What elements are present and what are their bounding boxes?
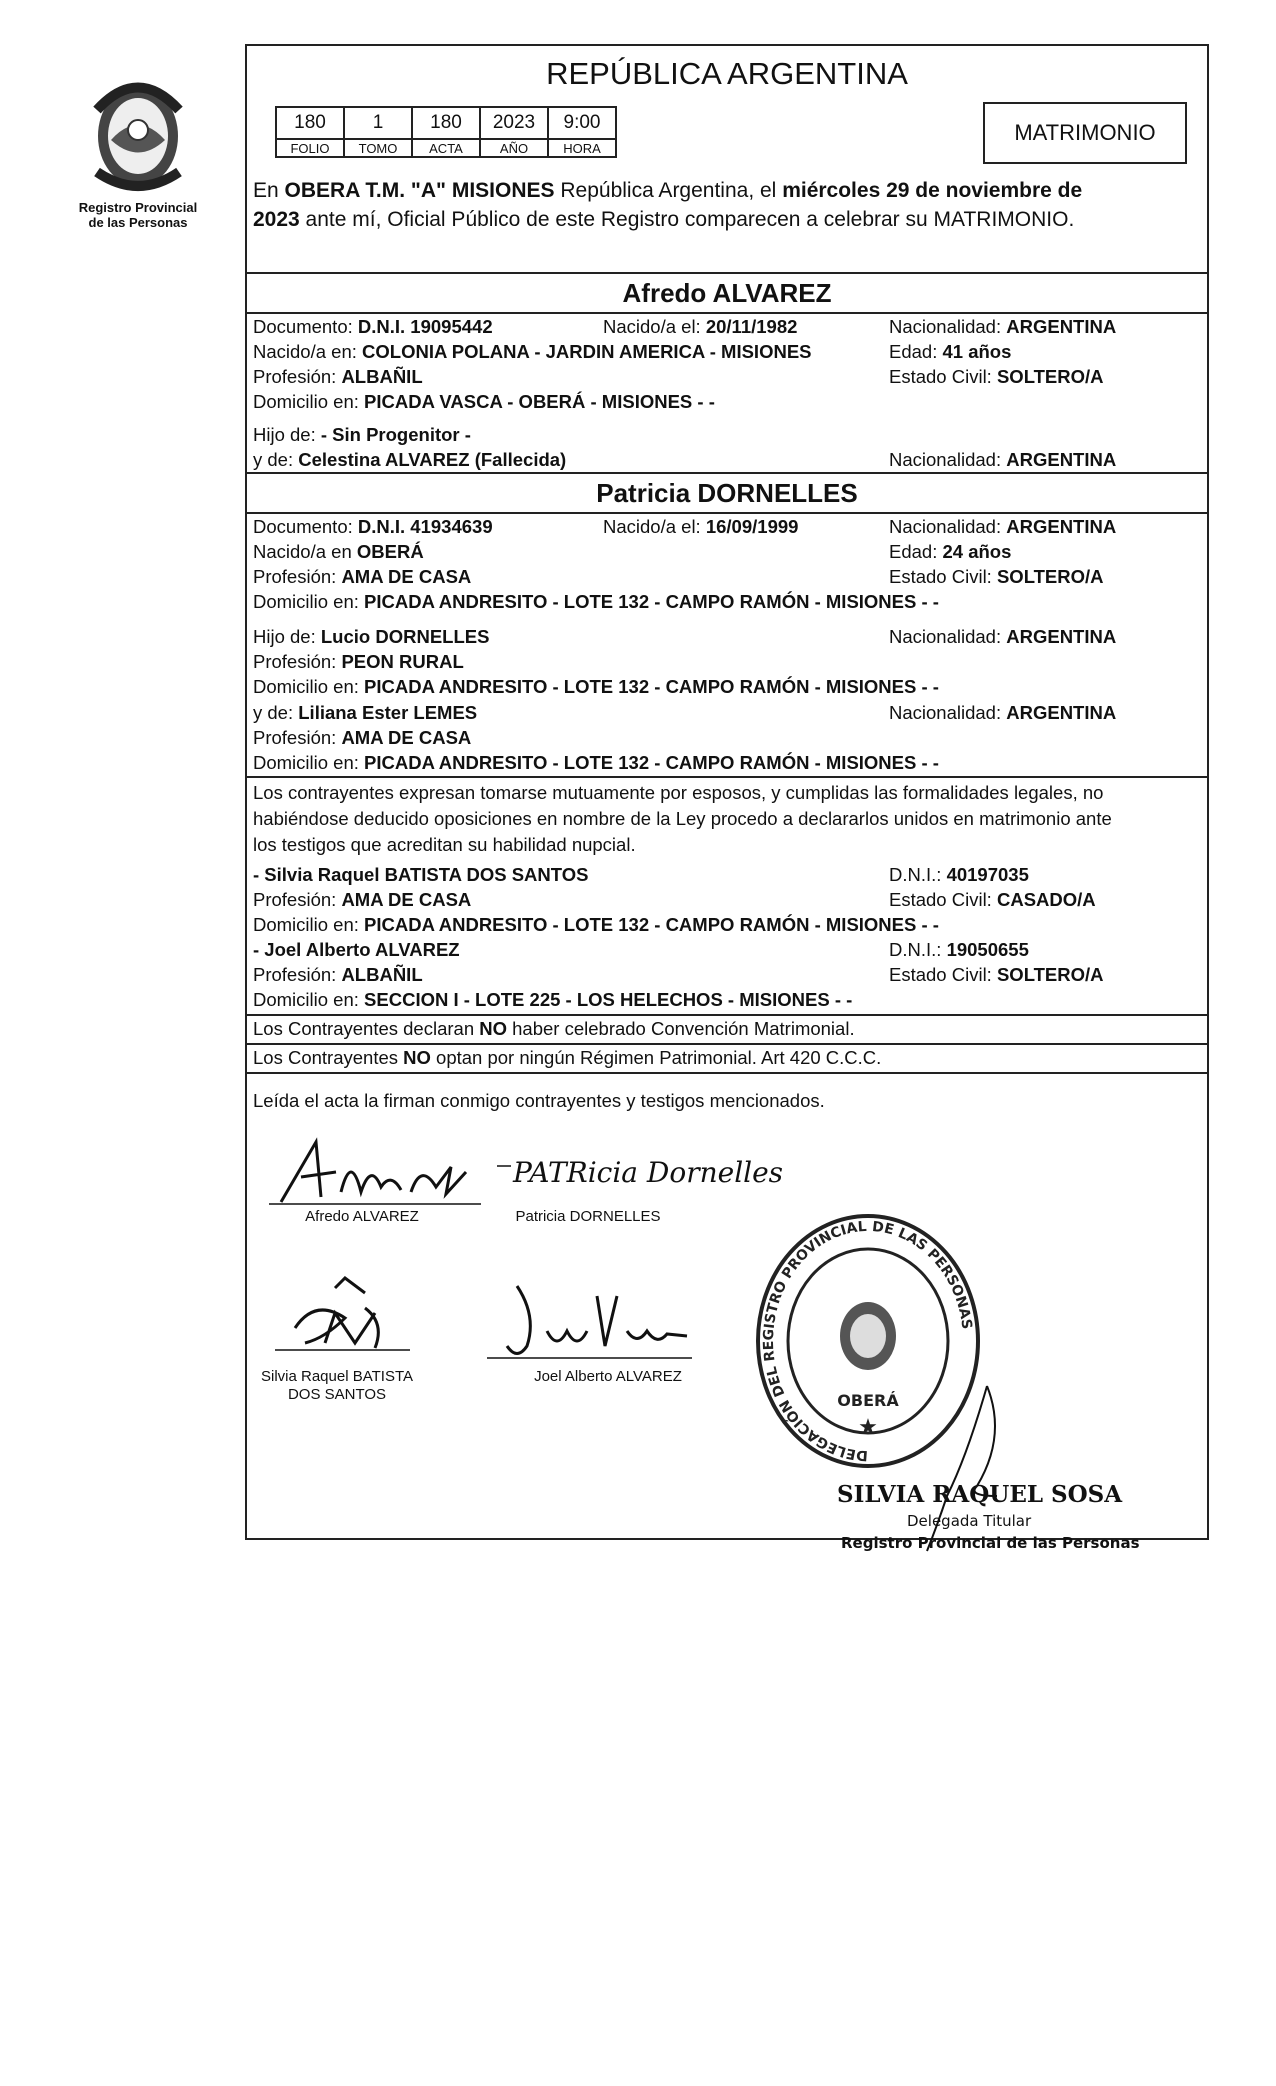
declaration-line: Los contrayentes expresan tomarse mutuamente por esposos, y cumplidas las formalidades legales, no <box>253 782 1104 803</box>
bride-age: 24 años <box>942 541 1012 562</box>
bride-father: Lucio DORNELLES <box>320 626 490 647</box>
regime-row <box>253 1047 1201 1069</box>
label: Edad: <box>889 341 943 362</box>
groom-prof-row <box>253 366 1201 388</box>
label: D.N.I.: <box>889 939 947 960</box>
label: Domicilio en: <box>253 676 365 697</box>
declaration-divider <box>247 776 1207 778</box>
witness2-civil-status: SOLTERO/A <box>996 964 1104 985</box>
label: y de: <box>253 449 299 470</box>
label: Profesión: <box>253 566 342 587</box>
bride-civil-status: SOLTERO/A <box>996 566 1104 587</box>
bride-profession: AMA DE CASA <box>341 566 472 587</box>
groom-civil-status: SOLTERO/A <box>996 366 1104 387</box>
acta-value: 180 <box>412 107 480 139</box>
bride-dom-row <box>253 591 1201 613</box>
bride-birthdate: 16/09/1999 <box>705 516 799 537</box>
witness1-domicile: PICADA ANDRESITO - LOTE 132 - CAMPO RAMÓN - MISIONES - - <box>364 914 939 935</box>
acta-label: ACTA <box>412 139 480 157</box>
witness1-dom-row <box>253 914 1201 936</box>
label: Profesión: <box>253 727 342 748</box>
label: Nacionalidad: <box>889 626 1007 647</box>
bride-domicile: PICADA ANDRESITO - LOTE 132 - CAMPO RAMÓN - MISIONES - - <box>364 591 939 612</box>
closing-text: Leída el acta la firman conmigo contrayentes y testigos mencionados. <box>253 1090 825 1111</box>
label: Hijo de: <box>253 424 321 445</box>
groom-nationality: ARGENTINA <box>1006 316 1117 337</box>
anio-value: 2023 <box>480 107 548 139</box>
label: Documento: <box>253 516 358 537</box>
convention-text: Los Contrayentes declaran <box>253 1018 480 1039</box>
bride-mother-profession: AMA DE CASA <box>341 727 472 748</box>
intro-pre: En <box>253 179 285 202</box>
witness2-name-row <box>253 939 1201 961</box>
intro-place: OBERA T.M. "A" MISIONES <box>284 179 555 202</box>
label: Domicilio en: <box>253 914 365 935</box>
convention-divider <box>247 1014 1207 1016</box>
witness2-signature-icon <box>487 1276 697 1376</box>
bride-name-divider <box>247 512 1207 514</box>
witness1-label-line: Silvia Raquel BATISTA <box>261 1368 413 1385</box>
witness2-name: - Joel Alberto ALVAREZ <box>253 939 460 960</box>
witness2-prof-row <box>253 964 1201 986</box>
label: Nacido/a el: <box>603 516 706 537</box>
anio-label: AÑO <box>480 139 548 157</box>
folio-label: FOLIO <box>276 139 344 157</box>
bride-father-row <box>253 626 1201 648</box>
witness1-name-row <box>253 864 1201 886</box>
bride-father-nationality: ARGENTINA <box>1006 626 1117 647</box>
groom-mother-row <box>253 449 1201 471</box>
witness2-profession: ALBAÑIL <box>341 964 423 985</box>
intro-mid: República Argentina, el <box>554 179 783 202</box>
label: Nacionalidad: <box>889 316 1007 337</box>
regime-negation: NO <box>403 1047 431 1068</box>
groom-birthplace-row <box>253 341 1201 363</box>
groom-mother: Celestina ALVAREZ (Fallecida) <box>298 449 567 470</box>
label: Nacido/a en <box>253 541 357 562</box>
label: y de: <box>253 702 299 723</box>
groom-divider <box>247 272 1207 274</box>
tomo-value: 1 <box>344 107 412 139</box>
label: Nacionalidad: <box>889 449 1007 470</box>
closing-divider <box>247 1072 1207 1074</box>
label: Estado Civil: <box>889 964 997 985</box>
witness2-dom-row <box>253 989 1201 1011</box>
registry-caption-line1: Registro Provincial <box>78 200 198 215</box>
declaration-line: habiéndose deducido oposiciones en nombre de la Ley procedo a declararlos unidos en matrimonio ante <box>253 808 1112 829</box>
bride-mother-prof-row <box>253 727 1201 749</box>
witness2-signature-label: Joel Alberto ALVAREZ <box>534 1368 682 1385</box>
intro-paragraph <box>253 176 1201 234</box>
official-office: Registro Provincial de las Personas <box>841 1534 1140 1552</box>
witness1-prof-row <box>253 889 1201 911</box>
bride-birthplace: OBERÁ <box>356 541 424 562</box>
witness1-profession: AMA DE CASA <box>341 889 472 910</box>
groom-birthdate: 20/11/1982 <box>705 316 798 337</box>
convention-text: haber celebrado Convención Matrimonial. <box>507 1018 855 1039</box>
convention-negation: NO <box>479 1018 507 1039</box>
regime-text: Los Contrayentes <box>253 1047 404 1068</box>
stamp-ring-text: DELEGACIÓN DEL REGISTRO PROVINCIAL DE LAS PERSONAS <box>760 1218 975 1464</box>
official-role: Delegada Titular <box>907 1512 1032 1530</box>
label: Nacido/a el: <box>603 316 706 337</box>
label: D.N.I.: <box>889 864 947 885</box>
registry-caption-line2: de las Personas <box>88 215 188 230</box>
document-title: REPÚBLICA ARGENTINA <box>546 56 908 91</box>
label: Domicilio en: <box>253 989 365 1010</box>
registry-emblem-icon <box>83 70 193 196</box>
bride-mother-row <box>253 702 1201 724</box>
label: Estado Civil: <box>889 566 997 587</box>
bride-father-prof-row <box>253 651 1201 673</box>
bride-doc-row <box>253 516 1201 538</box>
record-type-box: MATRIMONIO <box>983 102 1187 164</box>
groom-profession: ALBAÑIL <box>341 366 423 387</box>
declaration-text <box>253 780 1201 858</box>
intro-date: miércoles 29 de noviembre de <box>782 179 1083 202</box>
bride-father-domicile: PICADA ANDRESITO - LOTE 132 - CAMPO RAMÓN - MISIONES - - <box>364 676 939 697</box>
label: Nacionalidad: <box>889 516 1007 537</box>
svg-text:★: ★ <box>858 1414 878 1439</box>
folio-value: 180 <box>276 107 344 139</box>
bride-signature-handwriting: PATRicia Dornelles <box>513 1156 784 1189</box>
label: Documento: <box>253 316 358 337</box>
label: Estado Civil: <box>889 366 997 387</box>
bride-mother-domicile: PICADA ANDRESITO - LOTE 132 - CAMPO RAMÓN - MISIONES - - <box>364 752 939 773</box>
certificate-frame <box>245 44 1209 1552</box>
bride-mother-dom-row <box>253 752 1201 774</box>
convention-row <box>253 1018 1201 1040</box>
stamp-city-text: OBERÁ <box>837 1391 899 1410</box>
label: Hijo de: <box>253 626 321 647</box>
groom-doc-row <box>253 316 1201 338</box>
regime-divider <box>247 1043 1207 1045</box>
bride-doc: D.N.I. 41934639 <box>357 516 493 537</box>
groom-signature-label: Afredo ALVAREZ <box>305 1208 419 1225</box>
groom-doc: D.N.I. 19095442 <box>357 316 493 337</box>
bride-signature-icon <box>497 1136 784 1206</box>
registry-caption <box>68 200 208 230</box>
bride-mother: Liliana Ester LEMES <box>298 702 478 723</box>
groom-dom-row <box>253 391 1201 413</box>
registration-table <box>275 106 617 158</box>
declaration-line: los testigos que acreditan su habilidad nupcial. <box>253 834 636 855</box>
label: Edad: <box>889 541 943 562</box>
bride-father-profession: PEON RURAL <box>341 651 464 672</box>
groom-father-row <box>253 424 1201 446</box>
witness1-signature-icon <box>275 1268 415 1378</box>
label: Nacionalidad: <box>889 702 1007 723</box>
registry-logo <box>68 70 208 230</box>
bride-nationality: ARGENTINA <box>1006 516 1117 537</box>
bride-prof-row <box>253 566 1201 588</box>
bride-name: Patricia DORNELLES <box>596 478 858 508</box>
witness1-label-line: DOS SANTOS <box>287 1386 387 1403</box>
hora-label: HORA <box>548 139 616 157</box>
groom-name: Afredo ALVAREZ <box>622 278 832 308</box>
bride-signature-label: Patricia DORNELLES <box>515 1208 661 1225</box>
bride-birthplace-row <box>253 541 1201 563</box>
groom-birthplace: COLONIA POLANA - JARDIN AMERICA - MISIONES <box>362 341 812 362</box>
label: Profesión: <box>253 651 342 672</box>
witness2-dni: 19050655 <box>946 939 1029 960</box>
tomo-label: TOMO <box>344 139 412 157</box>
intro-rest: ante mí, Oficial Público de este Registro comparecen a celebrar su MATRIMONIO. <box>299 208 1075 231</box>
witness1-dni: 40197035 <box>946 864 1029 885</box>
intro-year: 2023 <box>253 208 300 231</box>
groom-name-divider <box>247 312 1207 314</box>
groom-mother-nationality: ARGENTINA <box>1006 449 1117 470</box>
witness1-name: - Silvia Raquel BATISTA DOS SANTOS <box>253 864 589 885</box>
witness2-domicile: SECCION I - LOTE 225 - LOS HELECHOS - MISIONES - - <box>364 989 853 1010</box>
label: Domicilio en: <box>253 391 365 412</box>
bride-divider <box>247 472 1207 474</box>
label: Nacido/a en: <box>253 341 363 362</box>
bride-mother-nationality: ARGENTINA <box>1006 702 1117 723</box>
groom-father: - Sin Progenitor - <box>320 424 471 445</box>
bride-father-dom-row <box>253 676 1201 698</box>
label: Domicilio en: <box>253 591 365 612</box>
witness1-signature-label <box>257 1368 417 1404</box>
label: Profesión: <box>253 889 342 910</box>
label: Domicilio en: <box>253 752 365 773</box>
groom-domicile: PICADA VASCA - OBERÁ - MISIONES - - <box>364 391 715 412</box>
groom-age: 41 años <box>942 341 1012 362</box>
regime-text: optan por ningún Régimen Patrimonial. Art 420 C.C.C. <box>430 1047 882 1068</box>
witness1-civil-status: CASADO/A <box>996 889 1096 910</box>
hora-value: 9:00 <box>548 107 616 139</box>
label: Profesión: <box>253 964 342 985</box>
label: Profesión: <box>253 366 342 387</box>
official-name: SILVIA RAQUEL SOSA <box>837 1481 1123 1508</box>
groom-signature-icon <box>261 1132 491 1216</box>
label: Estado Civil: <box>889 889 997 910</box>
